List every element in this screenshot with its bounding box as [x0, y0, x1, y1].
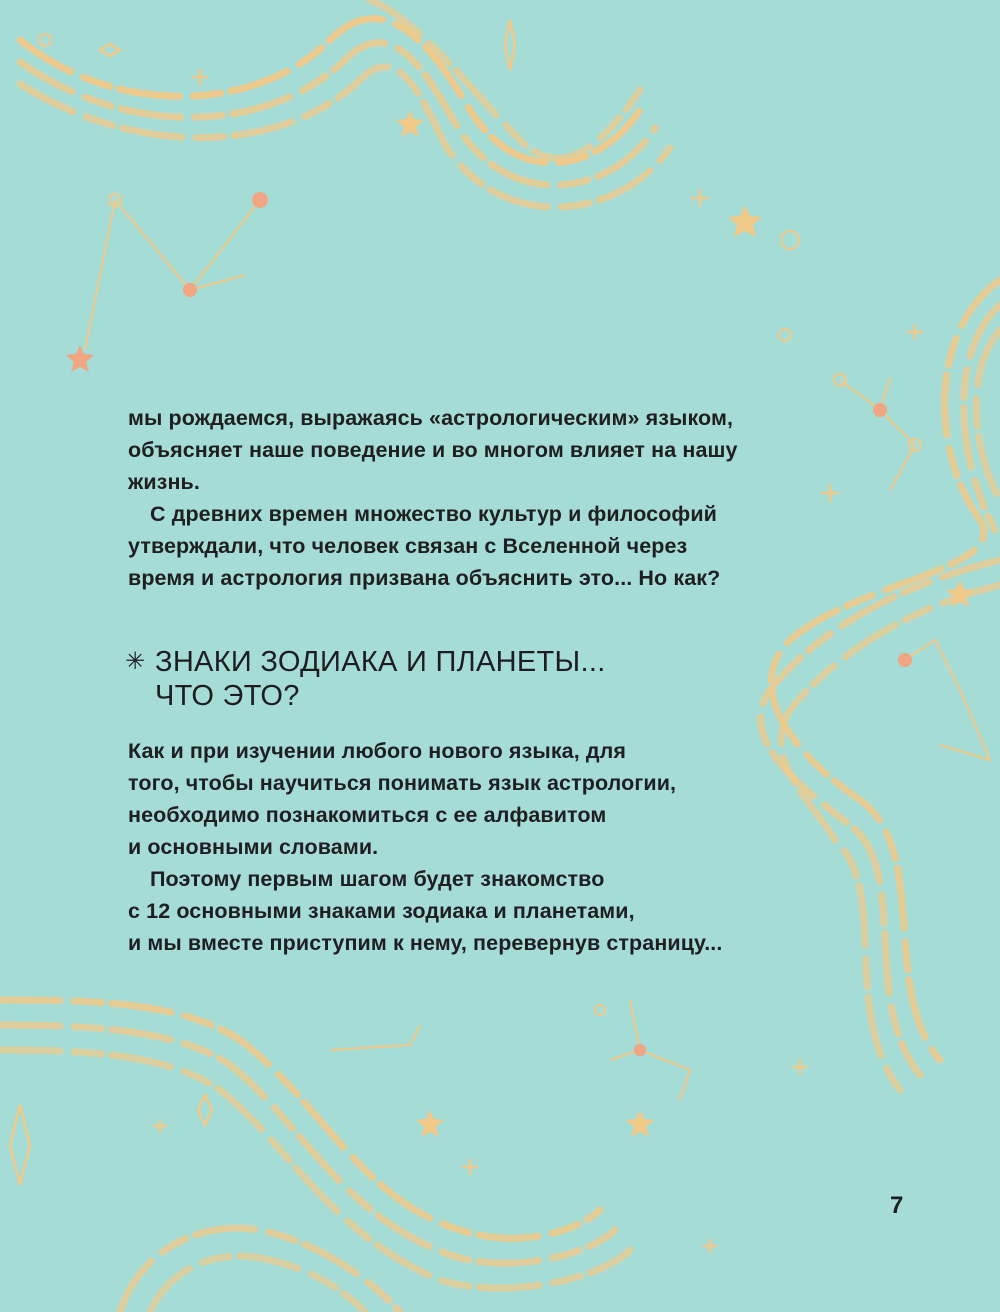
- section-body-text: [128, 735, 788, 959]
- intro-line: время и астрология призвана объяснить это... Но как?: [128, 566, 721, 590]
- body-line: необходимо познакомиться с ее алфавитом: [128, 803, 607, 827]
- constellation-top-left: [85, 200, 260, 350]
- intro-line: мы рождаемся, выражаясь «астрологическим» языком,: [128, 406, 734, 430]
- section-heading-line-2: ЧТО ЭТО?: [155, 680, 300, 712]
- swirl-band-top: [20, 19, 640, 163]
- body-line: и мы вместе приступим к нему, перевернув страницу...: [128, 931, 723, 955]
- intro-text-block: [128, 402, 788, 594]
- asterisk-icon: ✳: [125, 648, 146, 675]
- section-heading-line-1: ЗНАКИ ЗОДИАКА И ПЛАНЕТЫ...: [155, 646, 606, 678]
- intro-line: утверждали, что человек связан с Вселенной через: [128, 534, 688, 558]
- intro-line: жизнь.: [128, 470, 200, 494]
- swirl-band-bottom: [0, 1000, 600, 1238]
- body-line: и основными словами.: [128, 835, 379, 859]
- body-line: Как и при изучении любого нового языка, для: [128, 739, 627, 763]
- constellation-right-2: [905, 640, 990, 760]
- intro-line: С древних времен множество культур и философий: [150, 502, 717, 526]
- section-heading: [125, 645, 765, 713]
- sparkle-icon: [10, 1105, 30, 1185]
- page-number: 7: [890, 1192, 904, 1219]
- star-icon: [728, 205, 762, 237]
- body-line: того, чтобы научиться понимать язык астрологии,: [128, 771, 677, 795]
- intro-line: объясняет наше поведение и во многом влияет на нашу: [128, 438, 738, 462]
- body-line: с 12 основными знаками зодиака и планетами,: [128, 899, 635, 923]
- constellation-right-1: [840, 378, 915, 490]
- circle-icon: [252, 192, 268, 208]
- constellation-bottom-center: [610, 1000, 690, 1100]
- body-line: Поэтому первым шагом будет знакомство: [150, 867, 605, 891]
